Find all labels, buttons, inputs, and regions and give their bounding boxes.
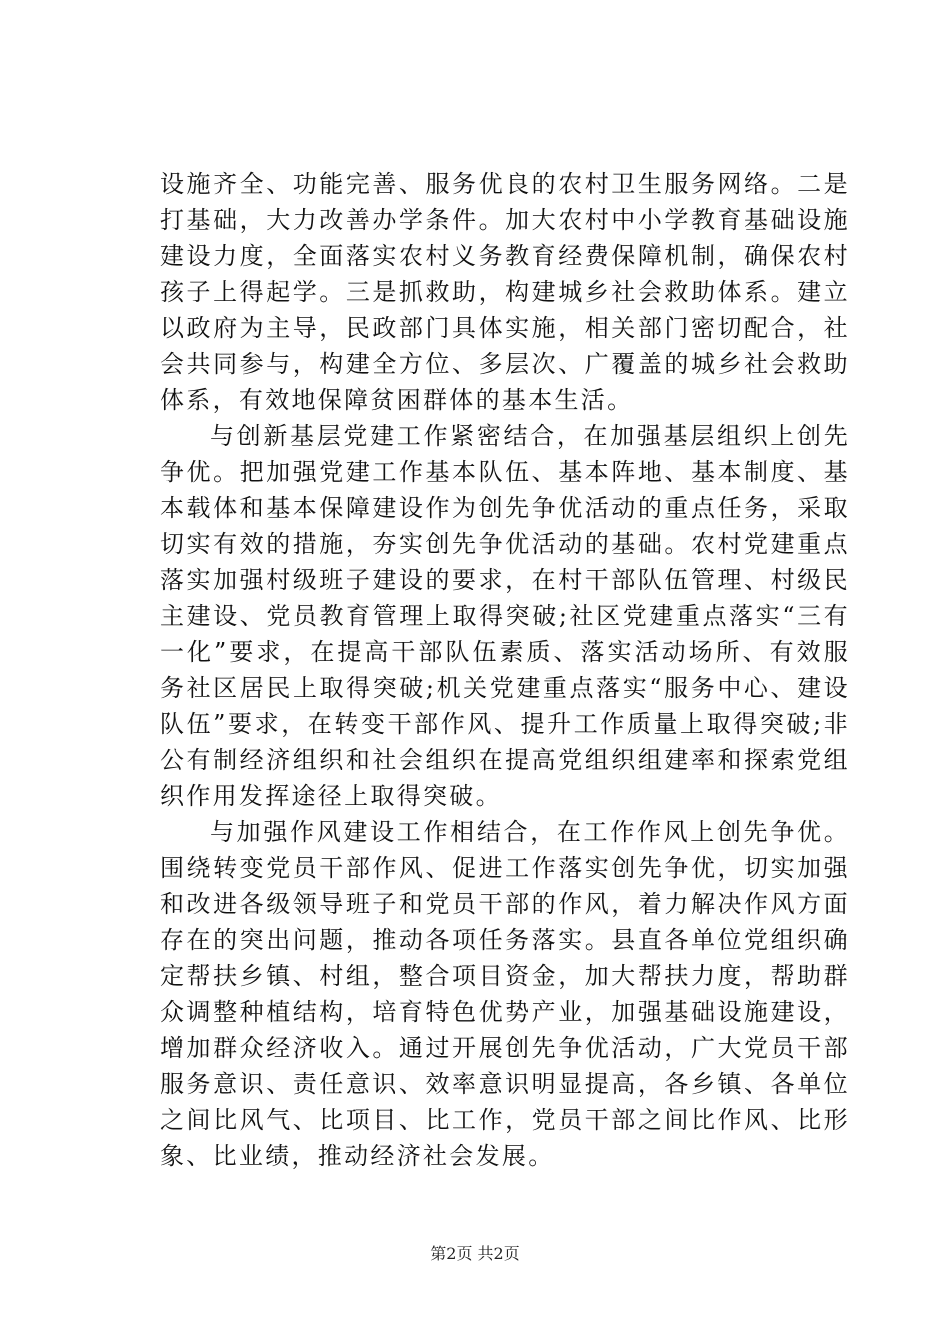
document-body [160, 166, 850, 1174]
paragraph-party-building: 与创新基层党建工作紧密结合，在加强基层组织上创先争优。把加强党建工作基本队伍、基本阵地、基本制度、基本载体和基本保障建设作为创先争优活动的重点任务，采取切实有效的措施，夯实创先争优活动的基础。农村党建重点落实加强村级班子建设的要求，在村干部队伍管理、村级民主建设、党员教育管理上取得突破;社区党建重点落实“三有一化”要求，在提高干部队伍素质、落实活动场所、有效服务社区居民上取得突破;机关党建重点落实“服务中心、建设队伍”要求，在转变干部作风、提升工作质量上取得突破;非公有制经济组织和社会组织在提高党组织组建率和探索党组织作用发挥途径上取得突破。 [160, 422, 850, 810]
paragraph-work-style: 与加强作风建设工作相结合，在工作作风上创先争优。围绕转变党员干部作风、促进工作落实创先争优，切实加强和改进各级领导班子和党员干部的作风，着力解决作风方面存在的突出问题，推动各项任务落实。县直各单位党组织确定帮扶乡镇、村组，整合项目资金，加大帮扶力度，帮助群众调整种植结构，培育特色优势产业，加强基础设施建设，增加群众经济收入。通过开展创先争优活动，广大党员干部服务意识、责任意识、效率意识明显提高，各乡镇、各单位之间比风气、比项目、比工作，党员干部之间比作风、比形象、比业绩，推动经济社会发展。 [160, 818, 850, 1170]
paragraph-continued: 设施齐全、功能完善、服务优良的农村卫生服务网络。二是打基础，大力改善办学条件。加大农村中小学教育基础设施建设力度，全面落实农村义务教育经费保障机制，确保农村孩子上得起学。三是抓救助，构建城乡社会救助体系。建立以政府为主导，民政部门具体实施，相关部门密切配合，社会共同参与，构建全方位、多层次、广覆盖的城乡社会救助体系，有效地保障贫困群体的基本生活。 [160, 170, 850, 414]
page-footer: 第2页 共2页 [430, 1244, 520, 1263]
